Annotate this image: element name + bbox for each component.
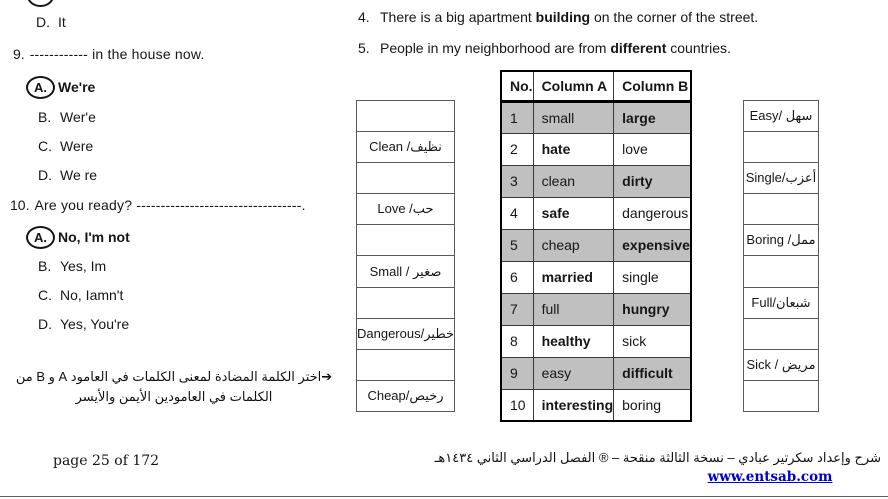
q10-option-b bbox=[38, 258, 106, 274]
word-box bbox=[356, 162, 455, 194]
header-column-b: Column B bbox=[614, 71, 691, 101]
word-box: Cheap/رخيص bbox=[356, 380, 455, 412]
option-text: Were bbox=[60, 138, 94, 154]
sentence-4 bbox=[358, 9, 758, 25]
question-number: 10. bbox=[10, 197, 30, 213]
option-letter: B. bbox=[38, 258, 52, 274]
word-box bbox=[356, 287, 455, 319]
instruction-line-2: الكلمات في العامودين الأيمن والأيسر bbox=[75, 389, 273, 404]
option-letter: A. bbox=[34, 230, 47, 245]
option-text: Wer'e bbox=[60, 109, 96, 125]
option-letter: C. bbox=[38, 287, 52, 303]
word-box bbox=[743, 193, 819, 225]
table-row: 5 cheap expensive bbox=[501, 229, 691, 261]
option-letter: B. bbox=[38, 109, 52, 125]
option-letter: D. bbox=[38, 316, 52, 332]
table-row: 10 interesting boring bbox=[501, 389, 691, 421]
word-box bbox=[356, 224, 455, 256]
word-box bbox=[356, 349, 455, 381]
word-box: Clean /نظيف bbox=[356, 131, 455, 163]
question-text: Are you ready? ----------------------------------. bbox=[34, 197, 306, 213]
header-no: No. bbox=[501, 71, 533, 101]
option-text: Yes, Im bbox=[60, 258, 107, 274]
table-row: 1 small large bbox=[501, 101, 691, 133]
footer-website-link[interactable]: www.entsab.com bbox=[707, 469, 833, 485]
table-row: 6 married single bbox=[501, 261, 691, 293]
word-box bbox=[743, 255, 819, 287]
header-column-a: Column A bbox=[533, 71, 614, 101]
table-row: 4 safe dangerous bbox=[501, 197, 691, 229]
antonym-table bbox=[500, 70, 692, 422]
footer-page-number: page 25 of 172 bbox=[53, 453, 160, 469]
table-row: 9 easy difficult bbox=[501, 357, 691, 389]
word-box bbox=[356, 100, 455, 132]
option-text: No, Iamn't bbox=[60, 287, 124, 303]
word-box: Dangerous/خطير bbox=[356, 318, 455, 350]
word-box: Easy/ سهل bbox=[743, 100, 819, 132]
table-row: 3 clean dirty bbox=[501, 165, 691, 197]
sentence-text: People in my neighborhood are from different countries. bbox=[380, 40, 731, 56]
q9-option-c bbox=[38, 138, 93, 154]
word-box bbox=[743, 318, 819, 350]
question-number: 9. bbox=[13, 46, 25, 62]
sentence-5 bbox=[358, 40, 731, 56]
sentence-text: There is a big apartment building on the corner of the street. bbox=[380, 9, 759, 25]
option-letter: D. bbox=[36, 14, 50, 30]
q10-option-a-text: No, I'm not bbox=[58, 229, 130, 245]
word-box: Love /حب bbox=[356, 193, 455, 225]
table-row: 8 healthy sick bbox=[501, 325, 691, 357]
sentence-number: 5. bbox=[358, 40, 370, 56]
q10-option-c bbox=[38, 287, 123, 303]
answer-circle-partial bbox=[27, 0, 54, 7]
option-text: We re bbox=[60, 167, 98, 183]
question-text: ------------ in the house now. bbox=[29, 46, 205, 62]
option-letter: A. bbox=[34, 80, 47, 95]
word-box-column-left bbox=[356, 100, 455, 412]
instruction-line-1: ➔اختر الكلمة المضادة لمعنى الكلمات في العامود A و B من bbox=[15, 369, 333, 384]
prev-option-d bbox=[36, 14, 66, 30]
q9-option-a-text: We're bbox=[58, 79, 96, 95]
word-box: Boring /ممل bbox=[743, 224, 819, 256]
table-header-row bbox=[501, 71, 691, 101]
option-letter: C. bbox=[38, 138, 52, 154]
table-row: 2 hate love bbox=[501, 133, 691, 165]
q10-option-d bbox=[38, 316, 129, 332]
word-box: Single/أعزب bbox=[743, 162, 819, 194]
q9-option-d bbox=[38, 167, 97, 183]
word-box bbox=[743, 380, 819, 412]
option-text: It bbox=[58, 14, 66, 30]
option-letter: D. bbox=[38, 167, 52, 183]
arabic-instruction bbox=[2, 367, 346, 407]
word-box: Full/شبعان bbox=[743, 287, 819, 319]
arrow-right-icon: ➔ bbox=[321, 369, 333, 384]
word-box bbox=[743, 131, 819, 163]
word-box-column-right bbox=[743, 100, 819, 412]
sentence-number: 4. bbox=[358, 9, 370, 25]
bold-word: building bbox=[535, 9, 591, 25]
word-box: Sick / مريض bbox=[743, 349, 819, 381]
answer-circle-q9 bbox=[26, 76, 55, 99]
question-9 bbox=[13, 46, 205, 62]
page-bottom-divider bbox=[0, 496, 888, 497]
answer-circle-q10 bbox=[26, 226, 55, 249]
q9-option-b bbox=[38, 109, 96, 125]
bold-word: different bbox=[610, 40, 667, 56]
option-text: Yes, You're bbox=[60, 316, 130, 332]
question-10 bbox=[10, 197, 306, 213]
table-row: 7 full hungry bbox=[501, 293, 691, 325]
word-box: Small / صغير bbox=[356, 255, 455, 287]
footer-credit: شرح وإعداد سكرتير عبادي – نسخة الثالثة منقحة – ® الفصل الدراسي الثاني ١٤٣٤هـ bbox=[434, 450, 881, 465]
